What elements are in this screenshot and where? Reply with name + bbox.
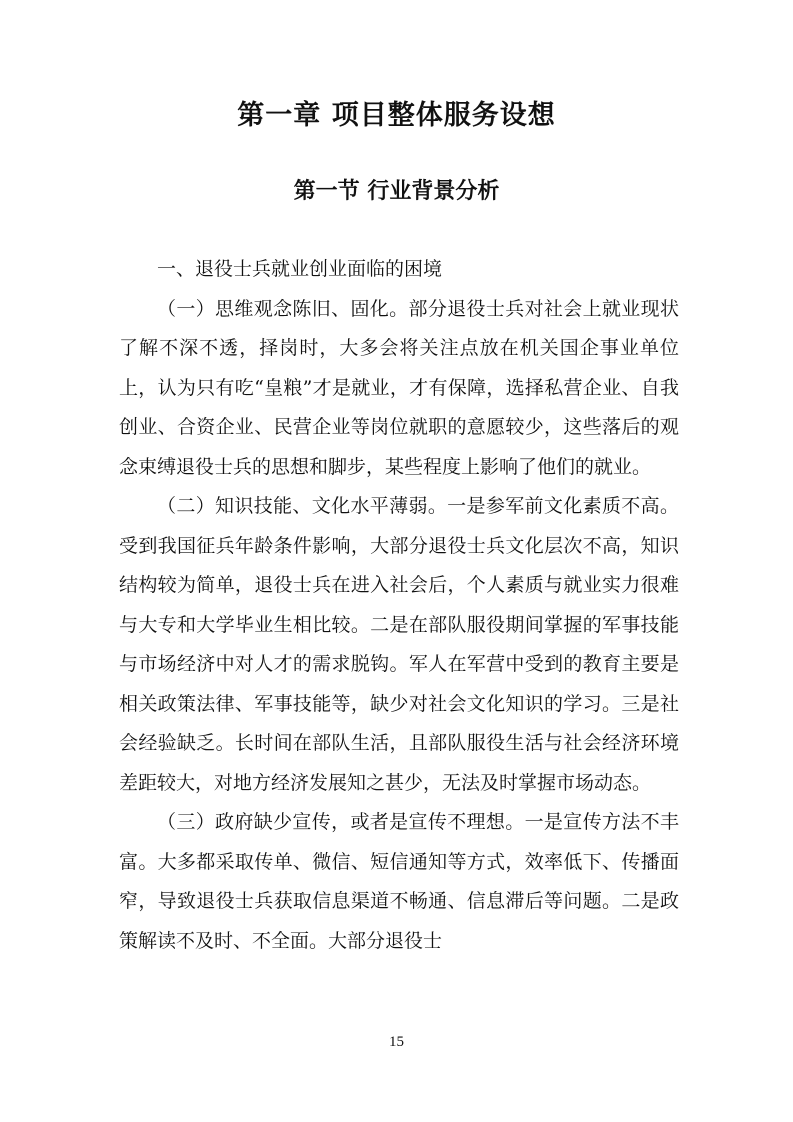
page-number: 15	[389, 1034, 404, 1050]
body-paragraph: （一）思维观念陈旧、固化。部分退役士兵对社会上就业现状了解不深不透，择岗时，大多会将关注点放在机关国企事业单位上，认为只有吃“皇粮”才是就业，才有保障，选择私营企业、自我创业、合资企业、民营企业等岗位就职的意愿较少，这些落后的观念束缚退役士兵的思想和脚步，某些程度上影响了他们的就业。	[119, 297, 679, 478]
body-paragraph: （三）政府缺少宣传，或者是宣传不理想。一是宣传方法不丰富。大多都采取传单、微信、短信通知等方式，效率低下、传播面窄，导致退役士兵获取信息渠道不畅通、信息滞后等问题。二是政策解读不及时、不全面。大部分退役士	[119, 811, 679, 952]
subheading-paragraph: 一、退役士兵就业创业面临的困境	[157, 258, 443, 280]
chapter-title: 第一章 项目整体服务设想	[237, 100, 556, 131]
section-title: 第一节 行业背景分析	[293, 179, 500, 204]
body-paragraph: （二）知识技能、文化水平薄弱。一是参军前文化素质不高。受到我国征兵年龄条件影响，大部分退役士兵文化层次不高，知识结构较为简单，退役士兵在进入社会后，个人素质与就业实力很难与大专和大学毕业生相比较。二是在部队服役期间掌握的军事技能与市场经济中对人才的需求脱钩。军人在军营中受到的教育主要是相关政策法律、军事技能等，缺少对社会文化知识的学习。三是社会经验缺乏。长时间在部队生活，且部队服役生活与社会经济环境差距较大，对地方经济发展知之甚少，无法及时掌握市场动态。	[119, 495, 679, 794]
body-text	[119, 250, 679, 961]
